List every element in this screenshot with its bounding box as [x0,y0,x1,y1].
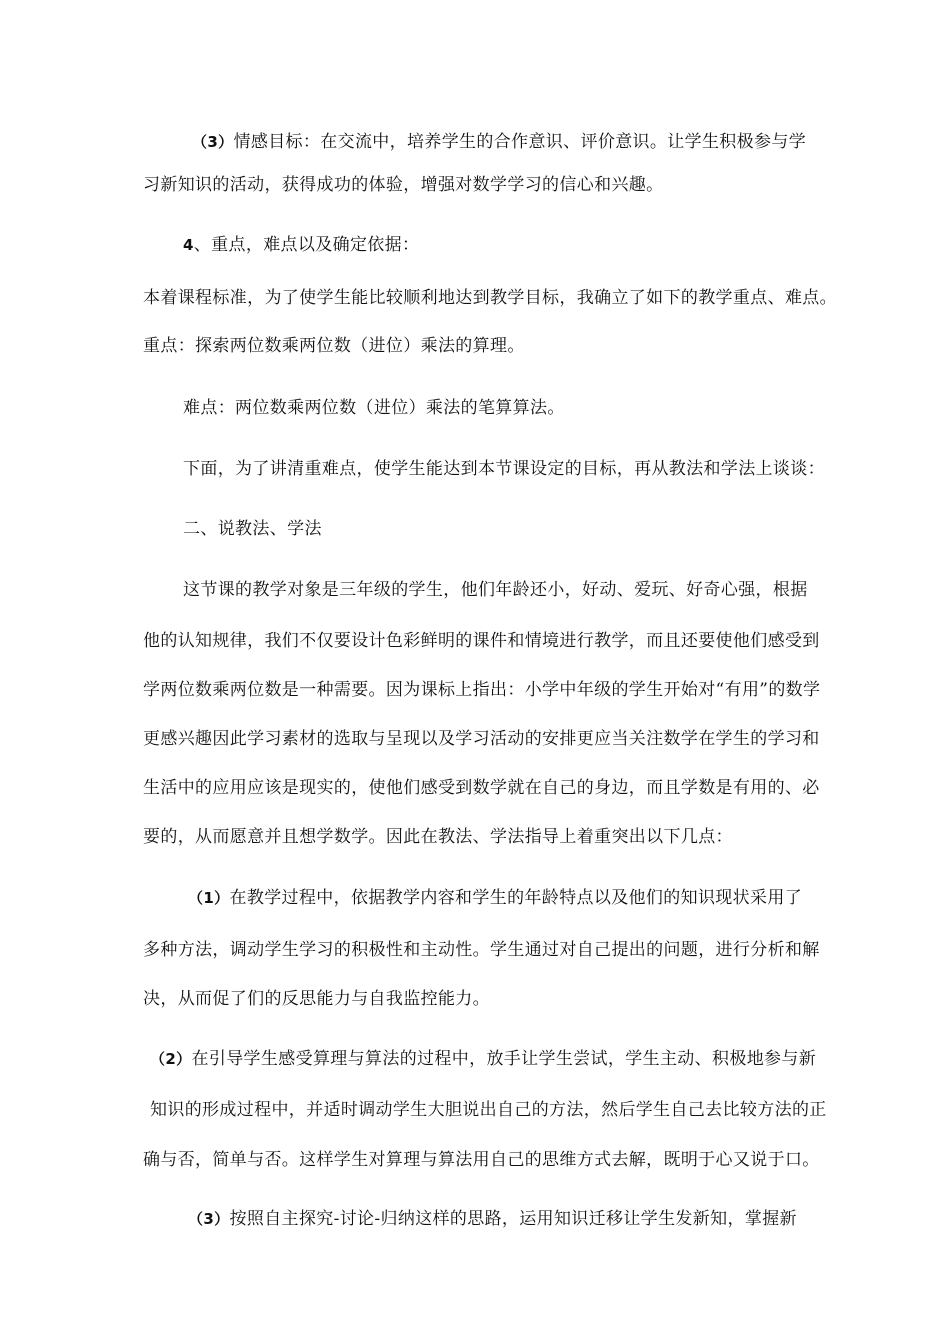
list-item-1-line-1 [188,887,802,909]
paragraph-text: 情感目标：在交流中，培养学生的合作意识、评价意识。让学生积极参与学 [233,132,807,152]
paragraph-emotion-goal-line-2: 习新知识的活动，获得成功的体验，增强对数学学习的信心和兴趣。 [143,175,664,195]
heading-text: 、重点，难点以及确定依据： [193,235,420,255]
paragraph-audience-line-3: 学两位数乘两位数是一种需要。因为课标上指出：小学中年级的学生开始对“有用”的数学 [143,680,821,700]
list-item-text: 在教学过程中，依据教学内容和学生的年龄特点以及他们的知识现状采用了 [229,888,803,908]
list-marker: （2） [150,1050,192,1068]
paragraph-key-point: 重点：探索两位数乘两位数（进位）乘法的算理。 [143,336,525,356]
list-marker: （1） [188,889,230,907]
list-item-text: 按照自主探究-讨论-归纳这样的思路，运用知识迁移让学生发新知，掌握新 [229,1209,797,1229]
list-item-2-line-2: 知识的形成过程中，并适时调动学生大胆说出自己的方法，然后学生自己去比较方法的正 [150,1100,827,1120]
heading-number: 4 [183,236,194,254]
paragraph-audience-line-6: 要的，从而愿意并且想学数学。因此在教法、学法指导上着重突出以下几点： [143,827,733,847]
list-marker: （3） [192,133,234,151]
list-marker: （3） [188,1210,230,1228]
list-item-1-line-3: 决，从而促了们的反思能力与自我监控能力。 [143,989,490,1009]
paragraph-audience-line-4: 更感兴趣因此学习素材的选取与呈现以及学习活动的安排更应当关注数学在学生的学习和 [143,729,820,749]
list-item-1-line-2: 多种方法，调动学生学习的积极性和主动性。学生通过对自己提出的问题，进行分析和解 [143,940,820,960]
paragraph-audience-line-5: 生活中的应用应该是现实的，使他们感受到数学就在自己的身边，而且学数是有用的、必 [143,778,820,798]
list-item-2-line-1 [150,1048,816,1070]
list-item-2-line-3: 确与否，简单与否。这样学生对算理与算法用自己的思维方式去解，既明于心又说于口。 [143,1150,820,1170]
paragraph-transition: 下面，为了讲清重难点，使学生能达到本节课设定的目标，再从教法和学法上谈谈： [183,459,825,479]
section-heading-key-points [183,234,419,256]
section-heading-teaching-methods: 二、说教法、学法 [183,519,322,539]
list-item-3-line-1 [188,1208,797,1230]
paragraph-curriculum-standard: 本着课程标准，为了使学生能比较顺利地达到教学目标，我确立了如下的教学重点、难点。 [143,288,837,308]
paragraph-emotion-goal-line-1 [192,131,806,153]
list-item-text: 在引导学生感受算理与算法的过程中，放手让学生尝试，学生主动、积极地参与新 [191,1049,817,1069]
paragraph-audience-line-1: 这节课的教学对象是三年级的学生，他们年龄还小，好动、爱玩、好奇心强，根据 [183,580,808,600]
paragraph-difficult-point: 难点：两位数乘两位数（进位）乘法的笔算算法。 [183,398,565,418]
paragraph-audience-line-2: 他的认知规律，我们不仅要设计色彩鲜明的课件和情境进行教学，而且还要使他们感受到 [143,631,820,651]
